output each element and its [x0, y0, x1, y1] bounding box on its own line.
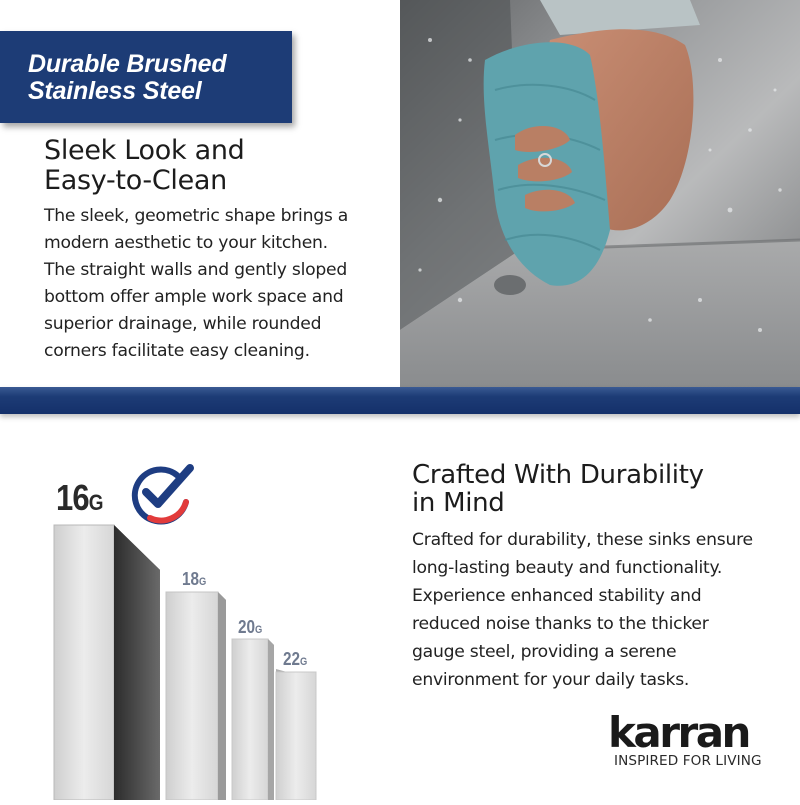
section1-body-line: The straight walls and gently sloped	[44, 260, 348, 280]
section2-body-line: long-lasting beauty and functionality.	[412, 558, 723, 578]
sink-cleaning-photo	[400, 0, 800, 387]
section2-title-line-2: in Mind	[412, 488, 505, 518]
section1-body-line: bottom offer ample work space and	[44, 287, 344, 307]
section1-body-line: corners facilitate easy cleaning.	[44, 341, 310, 361]
gauge-18-label: 18G	[182, 569, 207, 589]
section2-body-line: reduced noise thanks to the thicker	[412, 614, 709, 634]
section1-body-line: superior drainage, while rounded	[44, 314, 322, 334]
gauge-16-label: 16G	[56, 477, 103, 518]
gauge-20-label: 20G	[238, 617, 263, 637]
section2-body-line: environment for your daily tasks.	[412, 670, 690, 690]
section1-title-line-2: Easy-to-Clean	[44, 165, 227, 196]
section2-body-line: gauge steel, providing a serene	[412, 642, 677, 662]
gauge-22-label: 22G	[283, 649, 308, 669]
karran-logo: karran	[608, 708, 749, 757]
brand-tagline: INSPIRED FOR LIVING	[614, 753, 762, 769]
section2-title-line-1: Crafted With Durability	[412, 460, 704, 490]
section2-body-line: Experience enhanced stability and	[412, 586, 702, 606]
section2-body-line: Crafted for durability, these sinks ensure	[412, 530, 753, 550]
banner-text-line-1: Durable Brushed	[28, 50, 227, 78]
section-divider-band	[0, 387, 800, 414]
checkmark-circle-icon	[130, 462, 198, 526]
banner-text-line-2: Stainless Steel	[28, 77, 202, 105]
section1-body-line: The sleek, geometric shape brings a	[44, 206, 349, 226]
section1-body-line: modern aesthetic to your kitchen.	[44, 233, 328, 253]
gauge-thickness-illustration	[40, 515, 370, 800]
section1-title-line-1: Sleek Look and	[44, 135, 245, 166]
